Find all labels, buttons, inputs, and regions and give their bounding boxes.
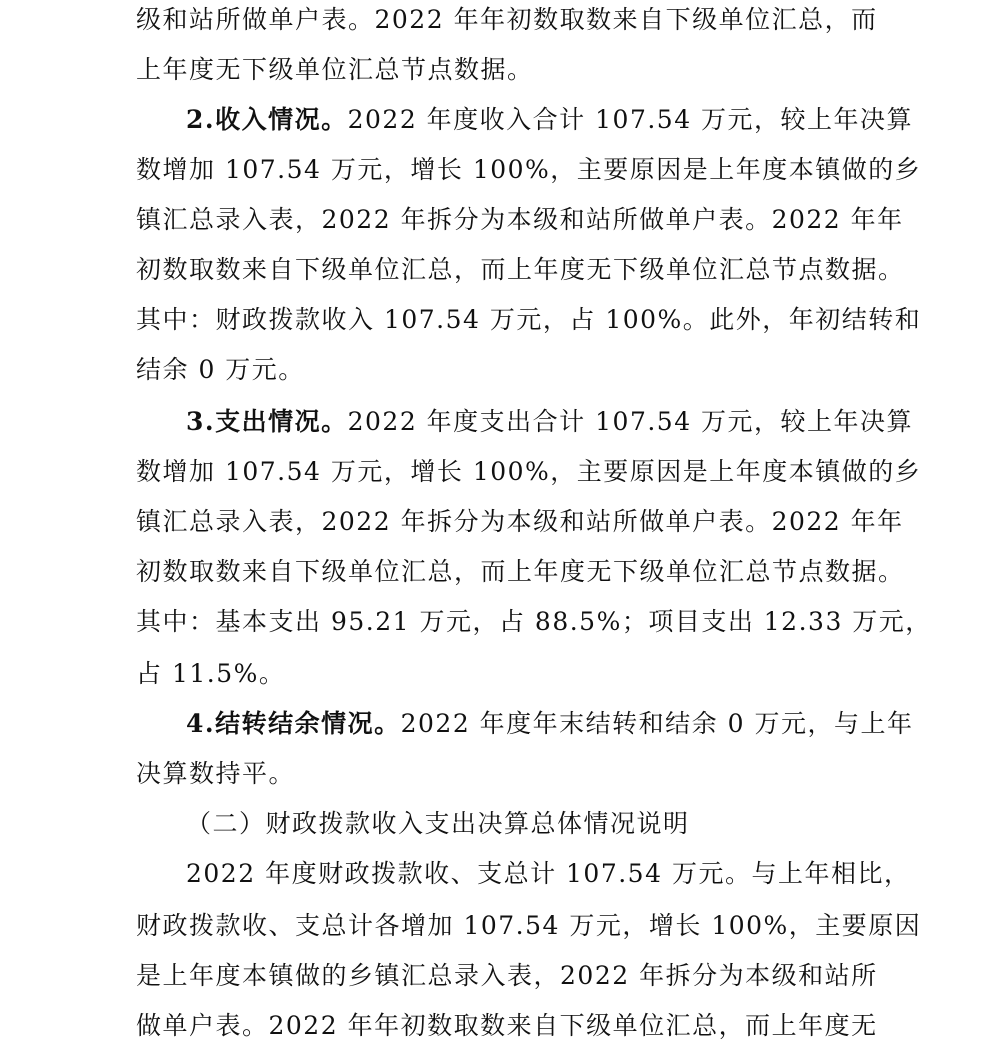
expenditure-text-start: 2022 年度支出合计 107.54 万元，较上年决算 <box>347 407 914 436</box>
text-line-21: 做单户表。2022 年年初数取数来自下级单位汇总，而上年度无 <box>136 1011 878 1040</box>
text-line-14: 占 11.5%。 <box>136 659 286 688</box>
section-heading-income: 2.收入情况。 <box>186 105 348 134</box>
paragraph-expenditure <box>186 400 913 444</box>
section-heading-expenditure: 3.支出情况。 <box>186 407 348 436</box>
text-line-20: 是上年度本镇做的乡镇汇总录入表，2022 年拆分为本级和站所 <box>136 961 878 990</box>
text-line-6: 初数取数来自下级单位汇总，而上年度无下级单位汇总节点数据。 <box>136 255 905 284</box>
text-line-2: 上年度无下级单位汇总节点数据。 <box>136 55 534 84</box>
text-line-10: 数增加 107.54 万元，增长 100%，主要原因是上年度本镇做的乡 <box>136 457 922 486</box>
section-title-fiscal-overview: （二）财政拨款收入支出决算总体情况说明 <box>186 809 690 838</box>
text-line-7: 其中：财政拨款收入 107.54 万元，占 100%。此外，年初结转和 <box>136 305 922 334</box>
text-line-18: 2022 年度财政拨款收、支总计 107.54 万元。与上年相比， <box>186 859 911 888</box>
carryover-text-start: 2022 年度年末结转和结余 0 万元，与上年 <box>400 709 914 738</box>
text-line-19: 财政拨款收、支总计各增加 107.54 万元，增长 100%，主要原因 <box>136 911 922 940</box>
text-line-16: 决算数持平。 <box>136 759 296 788</box>
text-line-11: 镇汇总录入表，2022 年拆分为本级和站所做单户表。2022 年年 <box>136 507 904 536</box>
text-line-1: 级和站所做单户表。2022 年年初数取数来自下级单位汇总，而 <box>136 5 878 34</box>
paragraph-income <box>186 98 913 142</box>
text-line-5: 镇汇总录入表，2022 年拆分为本级和站所做单户表。2022 年年 <box>136 205 904 234</box>
text-line-13: 其中：基本支出 95.21 万元，占 88.5%；项目支出 12.33 万元， <box>136 607 932 636</box>
text-line-4: 数增加 107.54 万元，增长 100%，主要原因是上年度本镇做的乡 <box>136 155 922 184</box>
paragraph-carryover <box>186 702 913 746</box>
text-line-8: 结余 0 万元。 <box>136 355 305 384</box>
section-heading-carryover: 4.结转结余情况。 <box>186 709 401 738</box>
income-text-start: 2022 年度收入合计 107.54 万元，较上年决算 <box>347 105 914 134</box>
text-line-12: 初数取数来自下级单位汇总，而上年度无下级单位汇总节点数据。 <box>136 557 905 586</box>
